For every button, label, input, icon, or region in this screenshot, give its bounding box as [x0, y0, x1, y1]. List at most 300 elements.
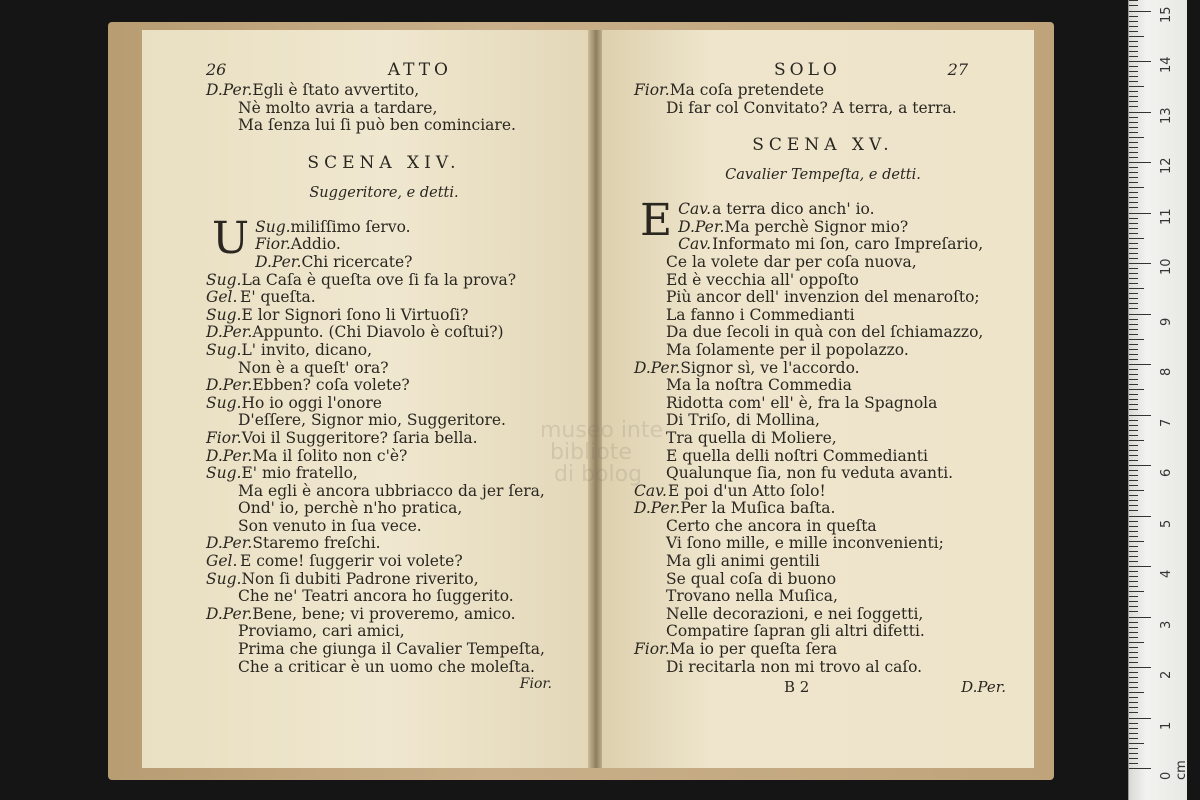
verse-text: Signor sì, ve l'accordo. [680, 358, 860, 377]
verse-text: Ho io oggi l'onore [241, 393, 382, 412]
ruler-tick [1129, 369, 1138, 370]
ruler-label: 14 [1159, 56, 1174, 73]
verse-text: Nelle decorazioni, e nei ſoggetti, [666, 604, 924, 623]
ruler-tick [1129, 516, 1151, 517]
verse-line [634, 606, 1012, 624]
right-opening-lines [634, 82, 1012, 117]
verse-text: Vi ſono mille, e mille inconvenienti; [666, 534, 944, 553]
ruler-tick [1129, 445, 1138, 446]
speaker-label: D.Per. [206, 446, 253, 465]
verse-line [634, 641, 1012, 659]
ruler-tick [1129, 723, 1138, 724]
verse-text: Ma ſenza lui ſi può ben cominciare. [238, 116, 516, 135]
ruler-label: 6 [1159, 468, 1174, 477]
left-opening-lines [206, 82, 562, 135]
verse-text: Bene, bene; vi proveremo, amico. [252, 604, 516, 623]
ruler-label: 3 [1159, 620, 1174, 629]
verse-line [634, 571, 1012, 589]
verse-line [634, 395, 1012, 413]
ruler-tick [1129, 521, 1138, 522]
ruler-tick [1129, 106, 1138, 107]
verse-text: Ebben? coſa volete? [252, 376, 410, 395]
verse-line [634, 360, 1012, 378]
speaker-label: D.Per. [206, 534, 253, 553]
ruler-tick [1129, 127, 1138, 128]
ruler-tick [1129, 627, 1138, 628]
ruler-tick [1129, 329, 1138, 330]
verse-text: Qualunque ſia, non fu veduta avanti. [666, 464, 954, 483]
ruler-tick [1129, 273, 1138, 274]
ruler-label: 1 [1159, 721, 1174, 730]
verse-text: Ma ſolamente per il popolazzo. [666, 340, 909, 359]
verse-text: Ma gli animi gentili [666, 552, 820, 571]
verse-line [634, 623, 1012, 641]
ruler-tick [1129, 101, 1138, 102]
verse-text: Proviamo, cari amici, [238, 622, 405, 641]
ruler-tick [1129, 132, 1138, 133]
ruler-tick [1129, 278, 1138, 279]
ruler-label: 4 [1159, 569, 1174, 578]
ruler-tick [1129, 480, 1138, 481]
ruler-tick [1129, 319, 1138, 320]
ruler-tick [1129, 606, 1138, 607]
ruler-tick [1129, 202, 1138, 203]
speaker-label: D.Per. [206, 81, 253, 99]
ruler-tick [1129, 187, 1144, 188]
verse-line [206, 659, 562, 677]
ruler-tick [1129, 0, 1138, 1]
speaker-label: Cav. [678, 235, 712, 254]
ruler-tick [1129, 41, 1138, 42]
right-running-title: SOLO [774, 60, 841, 80]
ruler-tick [1129, 152, 1138, 153]
ruler-tick [1129, 571, 1138, 572]
ruler-tick [1129, 213, 1151, 214]
verse-line [634, 500, 1012, 518]
right-scene-title: SCENA XV. [752, 135, 894, 156]
verse-line [206, 395, 562, 413]
verse-text: Ma coſa pretendete [669, 81, 825, 99]
verse-text: Ma perchè Signor mio? [724, 217, 909, 236]
ruler-tick [1129, 303, 1138, 304]
ruler-tick [1129, 435, 1138, 436]
ruler-tick [1129, 687, 1138, 688]
right-scene-cast: Cavalier Tempeſta, e detti. [725, 167, 921, 184]
verse-line [206, 553, 562, 571]
ruler-tick [1129, 718, 1151, 719]
verse-text: Ma egli è ancora ubbriacco da jer ſera, [238, 481, 545, 500]
ruler-label: 2 [1159, 670, 1174, 679]
verse-text: Informato mi ſon, caro Impreſario, [712, 235, 984, 254]
verse-text: Nè molto avria a tardare, [238, 98, 438, 117]
ruler-tick [1129, 91, 1138, 92]
ruler-tick [1129, 682, 1138, 683]
verse-line [206, 500, 562, 518]
verse-line [634, 518, 1012, 536]
speaker-label: Gel. [206, 552, 238, 571]
verse-text: La Caſa è queſta ove ſi fa la prova? [241, 270, 517, 289]
speaker-label: D.Per. [206, 323, 253, 342]
speaker-label: D.Per. [206, 604, 253, 623]
verse-text: Di recitarla non mi trovo al caſo. [666, 657, 923, 676]
ruler-tick [1129, 581, 1138, 582]
ruler-tick [1129, 253, 1138, 254]
verse-line [634, 553, 1012, 571]
speaker-label: D.Per. [634, 499, 681, 518]
ruler-tick [1129, 182, 1138, 183]
verse-line [206, 307, 562, 325]
ruler-tick [1129, 611, 1138, 612]
ruler-tick [1129, 36, 1144, 37]
ruler-tick [1129, 733, 1138, 734]
verse-text: Staremo freſchi. [252, 534, 381, 553]
ruler-tick [1129, 248, 1138, 249]
left-dialogue [206, 212, 562, 676]
verse-line [206, 82, 562, 100]
ruler-tick [1129, 243, 1138, 244]
ruler-tick [1129, 263, 1151, 264]
ruler-tick [1129, 21, 1138, 22]
verse-text: Voi il Suggeritore? ſaria bella. [241, 428, 478, 447]
ruler-tick [1129, 349, 1138, 350]
speaker-label: Sug. [206, 270, 242, 289]
ruler-tick [1129, 455, 1138, 456]
verse-line [634, 289, 1012, 307]
ruler-tick [1129, 420, 1138, 421]
ruler-tick [1129, 541, 1144, 542]
ruler-tick [1129, 728, 1138, 729]
ruler-tick [1129, 490, 1144, 491]
ruler-tick [1129, 207, 1138, 208]
verse-line [634, 342, 1012, 360]
ruler-tick [1129, 763, 1138, 764]
ruler-tick [1129, 137, 1144, 138]
ruler-tick [1129, 617, 1151, 618]
speaker-label: Sug. [206, 393, 242, 412]
ruler-tick [1129, 460, 1138, 461]
ruler-tick [1129, 672, 1138, 673]
verse-line [634, 483, 1012, 501]
ruler-tick [1129, 96, 1138, 97]
ruler-label: 13 [1159, 106, 1174, 124]
ruler-tick [1129, 576, 1138, 577]
ruler-tick [1129, 596, 1138, 597]
verse-text: Certo che ancora in queſta [666, 516, 877, 535]
ruler-tick [1129, 223, 1138, 224]
speaker-label: Sug. [206, 305, 242, 324]
verse-text: E lor Signori ſono li Virtuoſi? [241, 305, 469, 324]
verse-line [634, 412, 1012, 430]
verse-line [206, 623, 562, 641]
ruler-tick [1129, 697, 1138, 698]
ruler-label: 11 [1159, 207, 1174, 225]
verse-line [206, 236, 562, 254]
verse-line [206, 272, 562, 290]
ruler-tick [1129, 531, 1138, 532]
ruler-tick [1129, 702, 1138, 703]
ruler-tick [1129, 298, 1138, 299]
ruler-tick [1129, 748, 1138, 749]
ruler-tick [1129, 293, 1138, 294]
ruler-tick [1129, 677, 1138, 678]
ruler-tick [1129, 344, 1138, 345]
verse-text: Se qual coſa di buono [666, 569, 837, 588]
ruler-tick [1129, 172, 1138, 173]
ruler-tick [1129, 500, 1138, 501]
right-running-head [634, 60, 1012, 82]
ruler-tick [1129, 56, 1138, 57]
ruler-tick [1129, 622, 1138, 623]
verse-text: Appunto. (Chi Diavolo è coſtui?) [252, 323, 504, 342]
verse-text: Più ancor dell' invenzion del menaroſto; [666, 288, 980, 307]
ruler-tick [1129, 586, 1138, 587]
verse-line [634, 254, 1012, 272]
verse-text: La fanno i Commedianti [666, 305, 855, 324]
verse-line [634, 448, 1012, 466]
ruler-tick [1129, 76, 1138, 77]
ruler-tick [1129, 647, 1138, 648]
ruler-tick [1129, 707, 1138, 708]
speaker-label: D.Per. [678, 217, 725, 236]
verse-line [634, 659, 1012, 677]
verse-text: Che ne' Teatri ancora ho ſuggerito. [238, 587, 514, 606]
ruler-tick [1129, 409, 1138, 410]
ruler-tick [1129, 66, 1138, 67]
ruler-tick [1129, 394, 1138, 395]
left-running-head [206, 60, 562, 82]
ruler-tick [1129, 16, 1138, 17]
ruler-label: 7 [1159, 418, 1174, 427]
verse-line [206, 571, 562, 589]
right-catchword: D.Per. [961, 678, 1006, 697]
verse-line [206, 254, 562, 272]
ruler-tick [1129, 465, 1151, 466]
verse-line [634, 236, 1012, 254]
ruler-tick [1129, 404, 1138, 405]
verse-text: E' mio fratello, [241, 464, 358, 483]
drop-cap: E [640, 195, 673, 247]
ruler-tick [1129, 470, 1138, 471]
speaker-label: Fior. [206, 428, 242, 447]
ruler-tick [1129, 642, 1144, 643]
verse-text: Ma il ſolito non c'è? [252, 446, 408, 465]
ruler-tick [1129, 738, 1138, 739]
verse-text: Chi ricercate? [301, 252, 413, 271]
verse-text: Non ſi dubiti Padrone riverito, [241, 569, 479, 588]
verse-text: Per la Muſica baſta. [680, 499, 836, 518]
ruler-tick [1129, 157, 1138, 158]
speaker-label: Cav. [678, 200, 712, 219]
ruler-tick [1129, 561, 1138, 562]
verse-line [634, 465, 1012, 483]
ruler-tick [1129, 425, 1138, 426]
verse-line [206, 377, 562, 395]
ruler-tick [1129, 324, 1138, 325]
right-page-footer [634, 678, 1012, 696]
left-page [142, 30, 590, 768]
speaker-label: Sug. [206, 569, 242, 588]
ruler-tick [1129, 485, 1138, 486]
ruler-tick [1129, 551, 1138, 552]
ruler-tick [1129, 334, 1138, 335]
speaker-label: Sug. [255, 217, 291, 236]
speaker-label: Fior. [634, 640, 670, 659]
right-dialogue [634, 195, 1012, 676]
ruler-tick [1129, 228, 1138, 229]
ruler-tick [1129, 495, 1138, 496]
ruler-tick [1129, 768, 1151, 769]
ruler-tick [1129, 692, 1144, 693]
verse-text: Trovano nella Muſica, [666, 587, 838, 606]
ruler-label: 15 [1159, 5, 1174, 23]
ruler-tick [1129, 546, 1138, 547]
ruler-label: 12 [1159, 157, 1174, 174]
speaker-label: Sug. [206, 464, 242, 483]
verse-line [634, 82, 1012, 100]
verse-line [634, 430, 1012, 448]
ruler-tick [1129, 197, 1138, 198]
verse-text: a terra dico anch' io. [712, 200, 875, 219]
verse-line [206, 641, 562, 659]
verse-line [206, 535, 562, 553]
verse-line [206, 117, 562, 135]
ruler-tick [1129, 283, 1138, 284]
verse-text: E quella delli noſtri Commedianti [666, 446, 928, 465]
ruler-tick [1129, 339, 1144, 340]
ruler-tick [1129, 167, 1138, 168]
ruler-tick [1129, 475, 1138, 476]
ruler-tick [1129, 238, 1144, 239]
verse-text: Da due ſecoli in quà con del ſchiamazzo, [666, 323, 984, 342]
speaker-label: D.Per. [634, 358, 681, 377]
ruler-tick [1129, 354, 1138, 355]
speaker-label: Fior. [255, 235, 291, 254]
ruler-tick [1129, 147, 1138, 148]
ruler-tick [1129, 51, 1138, 52]
ruler-tick [1129, 430, 1138, 431]
verse-text: E poi d'un Atto ſolo! [668, 481, 826, 500]
ruler-tick [1129, 117, 1138, 118]
verse-line [634, 219, 1012, 237]
ruler-tick [1129, 288, 1144, 289]
ruler-tick [1129, 743, 1144, 744]
ruler-tick [1129, 71, 1138, 72]
ruler-tick [1129, 314, 1151, 315]
ruler-tick [1129, 86, 1144, 87]
verse-text: Ond' io, perchè n'ho pratica, [238, 499, 463, 518]
ruler-tick [1129, 652, 1138, 653]
ruler-tick [1129, 758, 1138, 759]
ruler-tick [1129, 510, 1138, 511]
ruler-tick [1129, 359, 1138, 360]
speaker-label: Fior. [634, 81, 670, 99]
ruler-tick [1129, 374, 1138, 375]
ruler-tick [1129, 526, 1138, 527]
verse-line [206, 606, 562, 624]
verse-line [206, 360, 562, 378]
verse-text: Prima che giunga il Cavalier Tempeſta, [238, 640, 545, 659]
verse-line [206, 100, 562, 118]
left-catchword: Fior. [519, 676, 552, 693]
verse-line [206, 483, 562, 501]
ruler-tick [1129, 440, 1144, 441]
ruler-label: 8 [1159, 367, 1174, 376]
verse-line [634, 377, 1012, 395]
ruler-tick [1129, 384, 1138, 385]
verse-text: Tra quella di Moliere, [666, 428, 837, 447]
ruler-label: 0 cm [1159, 760, 1189, 780]
speaker-label: Cav. [634, 481, 667, 500]
speaker-label: Sug. [206, 340, 242, 359]
ruler-tick [1129, 142, 1138, 143]
ruler-tick [1129, 308, 1138, 309]
ruler-tick [1129, 662, 1138, 663]
ruler-tick [1129, 389, 1144, 390]
ruler-tick [1129, 379, 1138, 380]
ruler-label: 5 [1159, 519, 1174, 528]
verse-line [206, 289, 562, 307]
speaker-label: Gel. [206, 288, 238, 307]
verse-text: Non è a queſt' ora? [238, 358, 389, 377]
verse-line [206, 324, 562, 342]
ruler-tick [1129, 192, 1138, 193]
verse-text: Son venuto in ſua vece. [238, 516, 422, 535]
verse-text: E come! ſuggerir voi volete? [240, 552, 463, 571]
verse-text: Di Triſo, di Mollina, [666, 411, 820, 430]
ruler-tick [1129, 657, 1138, 658]
verse-text: Egli è ſtato avvertito, [252, 81, 420, 99]
ruler-tick [1129, 162, 1151, 163]
verse-text: Di far col Convitato? A terra, a terra. [666, 98, 957, 117]
verse-text: E' queſta. [240, 288, 316, 307]
left-page-number: 26 [206, 60, 227, 79]
ruler-tick [1129, 81, 1138, 82]
ruler-tick [1129, 258, 1138, 259]
verse-text: Addio. [290, 235, 341, 254]
ruler-tick [1129, 753, 1138, 754]
ruler-tick [1129, 177, 1138, 178]
verse-text: Ma io per queſta ſera [669, 640, 838, 659]
ruler-tick [1129, 112, 1151, 113]
ruler-tick [1129, 536, 1138, 537]
ruler-tick [1129, 233, 1138, 234]
ruler-tick [1129, 5, 1138, 6]
verse-line [634, 307, 1012, 325]
ruler-tick [1129, 667, 1151, 668]
verse-line [634, 324, 1012, 342]
verse-line [634, 588, 1012, 606]
verse-text: Che a criticar è un uomo che moleſta. [238, 657, 535, 676]
verse-line [634, 535, 1012, 553]
verse-text: L' invito, dicano, [241, 340, 373, 359]
ruler-tick [1129, 268, 1138, 269]
verse-text: Compatire ſapran gli altri difetti. [666, 622, 925, 641]
measuring-ruler [1128, 0, 1187, 800]
ruler-tick [1129, 364, 1151, 365]
ruler-tick [1129, 26, 1138, 27]
ruler-tick [1129, 566, 1151, 567]
verse-text: D'eſſere, Signor mio, Suggeritore. [238, 411, 506, 430]
right-page-number: 27 [947, 60, 968, 79]
signature-mark: B 2 [784, 678, 810, 697]
verse-text: Ce la volete dar per coſa nuova, [666, 252, 917, 271]
ruler-tick [1129, 556, 1138, 557]
ruler-tick [1129, 632, 1138, 633]
right-page [602, 30, 1034, 768]
ruler-tick [1129, 591, 1144, 592]
verse-line [634, 100, 1012, 118]
left-scene-cast: Suggeritore, e detti. [309, 184, 459, 201]
